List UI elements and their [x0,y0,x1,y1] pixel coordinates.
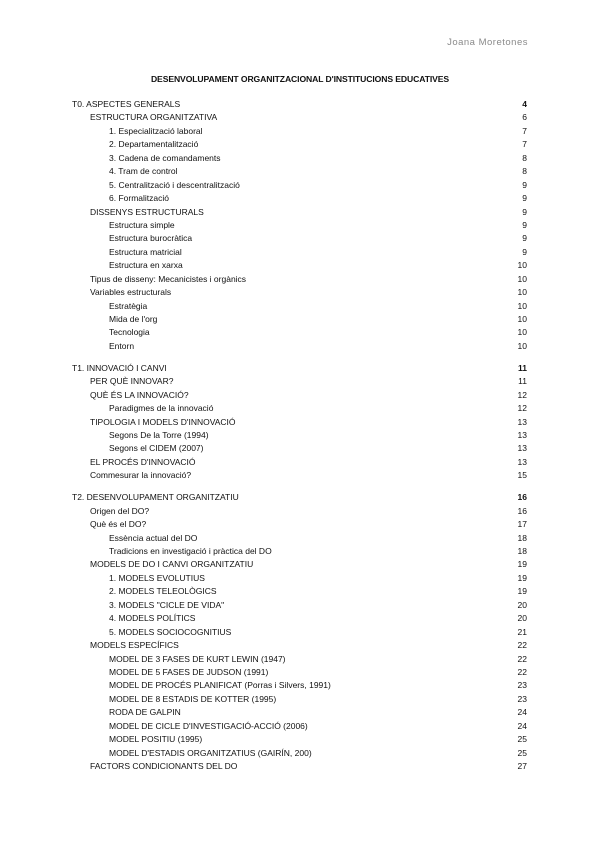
toc-entry-title: 2. MODELS TELEOLÒGICS [109,586,217,597]
toc-entry-title: 4. Tram de control [109,166,178,177]
toc-entry-page-number: 13 [517,416,527,427]
toc-entry-page-number: 25 [517,747,527,758]
toc-entry-title: Tradicions en investigació i pràctica del DO [109,546,272,556]
toc-entry-title: MODEL DE PROCÉS PLANIFICAT (Porras i Silvers, 1991) [109,680,331,691]
toc-entry[interactable] [72,532,527,545]
toc-entry-page-number: 17 [517,519,527,530]
toc-entry-title: Tipus de disseny: Mecanicistes i orgànics [90,273,247,284]
toc-entry-page-number: 24 [517,707,527,718]
toc-entry[interactable] [72,389,527,402]
toc-entry-page-number: 9 [522,179,527,190]
toc-entry-title: Tecnologia [109,327,150,338]
toc-entry[interactable] [72,98,527,111]
toc-entry-page-number: 9 [522,219,527,230]
toc-entry[interactable] [72,300,527,313]
toc-entry-title: EL PROCÉS D'INNOVACIÓ [90,456,196,467]
toc-entry-title: ESTRUCTURA ORGANITZATIVA [90,112,218,123]
toc-entry[interactable] [72,429,527,442]
toc-entry[interactable] [72,747,527,760]
toc-entry-title: PER QUÈ INNOVAR? [90,376,174,387]
toc-entry[interactable] [72,416,527,429]
toc-entry-page-number: 16 [517,505,527,516]
toc-entry-title: MODEL POSITIU (1995) [109,734,203,745]
section-spacer [72,353,527,362]
toc-entry-title: DISSENYS ESTRUCTURALS [90,206,204,217]
toc-entry-title: Què és el DO? [90,519,147,530]
toc-entry-title: 1. MODELS EVOLUTIUS [109,572,205,583]
toc-entry[interactable] [72,639,527,652]
toc-entry-title: 5. MODELS SOCIOCOGNITIUS [109,626,232,637]
toc-entry-page-number: 18 [517,546,527,556]
toc-entry[interactable] [72,720,527,733]
author-name: Joana Moretones [447,37,528,48]
toc-entry[interactable] [72,572,527,585]
toc-entry-title: 3. Cadena de comandaments [109,152,221,163]
toc-entry-page-number: 12 [517,403,527,414]
toc-entry[interactable] [72,612,527,625]
toc-entry[interactable] [72,442,527,455]
toc-entry[interactable] [72,456,527,469]
toc-entry-title: FACTORS CONDICIONANTS DEL DO [90,761,238,771]
toc-entry-title: T2. DESENVOLUPAMENT ORGANITZATIU [72,492,239,503]
toc-entry-title: MODEL DE 8 ESTADIS DE KOTTER (1995) [109,693,277,704]
toc-entry-title: 2. Departamentalització [109,139,199,150]
toc-entry[interactable] [72,599,527,612]
document-title: DESENVOLUPAMENT ORGANITZACIONAL D'INSTITUCIONS EDUCATIVES [150,74,450,84]
toc-entry[interactable] [72,653,527,666]
toc-entry-title: Estructura matricial [109,246,182,257]
toc-entry-title: QUÈ ÉS LA INNOVACIÓ? [90,389,189,400]
toc-entry[interactable] [72,125,527,138]
section-spacer [72,483,527,492]
toc-entry[interactable] [72,286,527,299]
toc-entry[interactable] [72,505,527,518]
toc-entry-title: Variables estructurals [90,287,172,298]
toc-entry[interactable] [72,273,527,286]
toc-entry-page-number: 21 [517,626,527,637]
toc-entry-page-number: 10 [517,327,527,338]
toc-entry[interactable] [72,313,527,326]
toc-entry-page-number: 7 [522,139,527,150]
toc-entry-title: 6. Formalització [109,193,169,204]
toc-entry-title: Estructura simple [109,219,175,230]
toc-entry[interactable] [72,545,527,558]
toc-entry-title: 3. MODELS "CICLE DE VIDA" [109,599,225,610]
toc-entry-title: TIPOLOGIA I MODELS D'INNOVACIÓ [90,416,236,427]
toc-entry-title: Estratègia [109,300,148,311]
toc-entry-page-number: 19 [517,586,527,597]
toc-entry[interactable] [72,469,527,482]
toc-entry-title: Segons De la Torre (1994) [109,430,209,440]
toc-entry[interactable] [72,111,527,124]
toc-entry[interactable] [72,138,527,151]
toc-entry-page-number: 9 [522,233,527,244]
toc-entry-title: MODEL DE 5 FASES DE JUDSON (1991) [109,666,269,677]
toc-entry-title: Mida de l'org [109,314,158,324]
toc-entry[interactable] [72,491,527,504]
toc-entry-page-number: 25 [517,734,527,745]
toc-entry-page-number: 20 [517,613,527,624]
toc-entry[interactable] [72,679,527,692]
toc-entry[interactable] [72,192,527,205]
toc-entry-title: Essència actual del DO [109,532,198,543]
toc-entry-page-number: 6 [522,112,527,123]
toc-entry-title: 4. MODELS POLÍTICS [109,613,196,624]
toc-entry-page-number: 23 [517,680,527,691]
toc-entry[interactable] [72,152,527,165]
toc-entry[interactable] [72,402,527,415]
toc-entry[interactable] [72,760,527,773]
toc-entry-page-number: 10 [517,300,527,311]
toc-entry-title: Commesurar la innovació? [90,470,192,481]
toc-entry-title: MODEL DE 3 FASES DE KURT LEWIN (1947) [109,653,286,664]
toc-entry-page-number: 22 [517,640,527,651]
toc-entry[interactable] [72,326,527,339]
toc-entry[interactable] [72,693,527,706]
toc-entry[interactable] [72,179,527,192]
toc-entry-title: MODELS ESPECÍFICS [90,640,179,651]
toc-entry-title: Entorn [109,340,135,351]
toc-entry-page-number: 9 [522,193,527,204]
toc-entry[interactable] [72,219,527,232]
toc-entry-page-number: 23 [517,693,527,704]
toc-entry-page-number: 10 [517,340,527,351]
toc-entry-page-number: 11 [518,362,527,373]
toc-entry-page-number: 7 [522,125,527,136]
toc-entry-title: 1. Especialització laboral [109,125,203,136]
toc-entry[interactable] [72,375,527,388]
toc-entry-page-number: 10 [517,314,527,324]
toc-entry-title: Segons el CIDEM (2007) [109,443,204,454]
toc-entry-page-number: 8 [522,166,527,177]
toc-entry[interactable] [72,259,527,272]
toc-entry-title: MODEL DE CICLE D'INVESTIGACIÓ-ACCIÓ (2006) [109,720,308,731]
toc-entry-page-number: 18 [517,532,527,543]
toc-entry-page-number: 22 [517,653,527,664]
toc-entry[interactable] [72,706,527,719]
toc-entry[interactable] [72,340,527,353]
toc-entry-title: Paradigmes de la innovació [109,403,214,414]
toc-entry-title: T0. ASPECTES GENERALS [72,99,181,109]
toc-entry-page-number: 22 [517,666,527,677]
toc-entry-title: Estructura burocràtica [109,233,193,244]
toc-entry-title: MODEL D'ESTADIS ORGANITZATIUS (GAIRÍN, 200) [109,747,312,758]
toc-entry-page-number: 9 [522,246,527,257]
toc-entry-page-number: 12 [517,389,527,400]
toc-entry-page-number: 13 [517,456,527,467]
toc-entry-page-number: 20 [517,599,527,610]
toc-entry[interactable] [72,232,527,245]
toc-entry-title: Estructura en xarxa [109,260,183,271]
toc-entry[interactable] [72,626,527,639]
toc-entry[interactable] [72,585,527,598]
toc-entry-page-number: 19 [517,572,527,583]
toc-entry[interactable] [72,518,527,531]
toc-entry[interactable] [72,246,527,259]
toc-entry-page-number: 11 [518,376,527,387]
toc-entry[interactable] [72,666,527,679]
toc-entry[interactable] [72,362,527,375]
toc-entry-page-number: 13 [517,430,527,440]
toc-entry-title: Origen del DO? [90,505,150,516]
toc-entry-page-number: 10 [517,273,527,284]
toc-entry[interactable] [72,165,527,178]
toc-entry-page-number: 15 [517,470,527,481]
toc-entry-page-number: 9 [522,206,527,217]
toc-entry-page-number: 4 [522,99,527,109]
toc-entry-page-number: 16 [517,492,527,503]
toc-entry-page-number: 10 [517,260,527,271]
toc-entry-page-number: 13 [517,443,527,454]
toc-entry-page-number: 27 [517,761,527,771]
toc-entry-title: T1. INNOVACIÓ I CANVI [72,362,167,373]
toc-entry-page-number: 8 [522,152,527,163]
toc-entry-title: RODA DE GALPIN [109,707,181,718]
toc-entry-title: MODELS DE DO I CANVI ORGANITZATIU [90,559,254,570]
toc-entry-page-number: 10 [517,287,527,298]
toc-entry-page-number: 19 [517,559,527,570]
toc-entry[interactable] [72,206,527,219]
toc-entry-page-number: 24 [517,720,527,731]
toc-entry[interactable] [72,558,527,571]
toc-entry[interactable] [72,733,527,746]
table-of-contents [72,98,527,773]
toc-entry-title: 5. Centralització i descentralització [109,179,240,190]
